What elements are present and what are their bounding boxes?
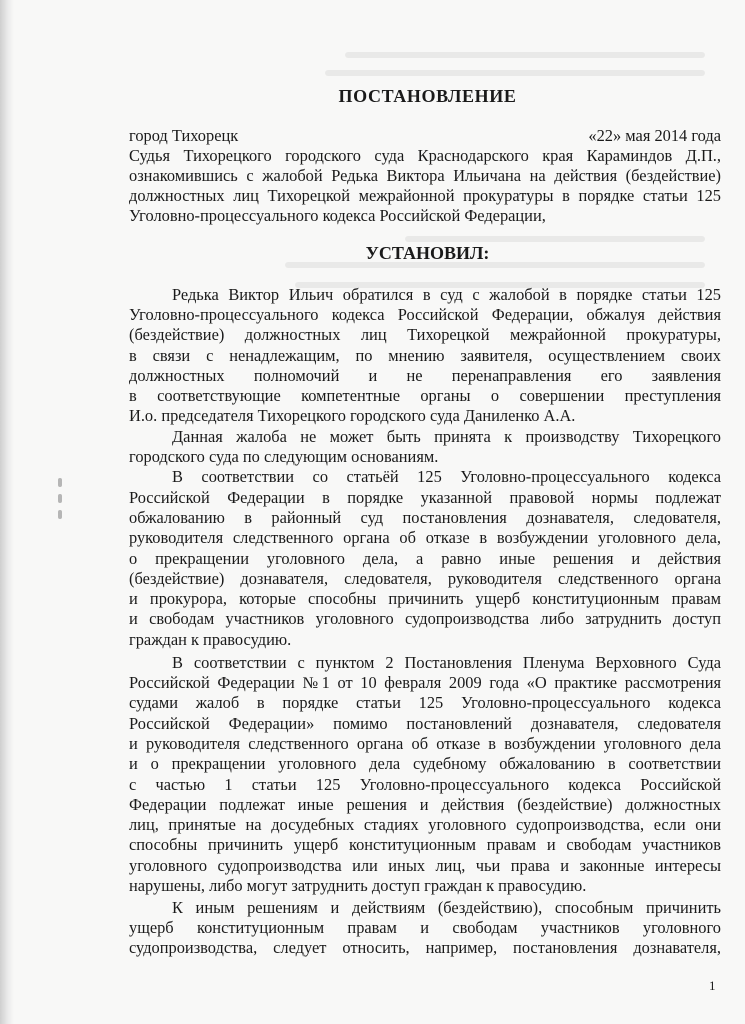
- body-line: (бездействие) дознавателя, следователя, руководителя следственного органа: [129, 569, 721, 588]
- page-number: 1: [709, 978, 716, 993]
- body-line: городского суда по следующим основаниям.: [129, 447, 439, 466]
- body-line: (бездействие) должностных лиц Тихорецкой межрайонной прокуратуры,: [129, 325, 721, 344]
- punch-mark: [58, 478, 62, 487]
- document-title: ПОСТАНОВЛЕНИЕ: [338, 86, 517, 106]
- body-line: и о прекращении уголовного дела судебному обжалованию в соответствии: [129, 754, 721, 773]
- body-line: и прокурора, которые способны причинить ущерб конституционным правам: [129, 589, 721, 608]
- body-line: Федерации подлежат иные решения и действия (бездействие) должностных: [129, 795, 721, 814]
- punch-mark: [58, 494, 62, 503]
- body-line: И.о. председателя Тихорецкого городского суда Даниленко А.А.: [129, 406, 576, 425]
- body-line: Российской Федерации №1 от 10 февраля 2009 года «О практике рассмотрения: [129, 673, 721, 692]
- body-line: Уголовно-процессуального кодекса Российской Федерации, обжалуя действия: [129, 305, 721, 324]
- body-line: В соответствии со статьёй 125 Уголовно-процессуального кодекса: [172, 467, 721, 486]
- body-line: в соответствующие компетентные органы о совершении преступления: [129, 386, 721, 405]
- bleed-through: [345, 52, 705, 58]
- body-line: о прекращении уголовного дела, а равно иные решения и действия: [129, 549, 721, 568]
- body-line: судами жалоб в порядке статьи 125 Уголовно-процессуального кодекса: [129, 693, 721, 712]
- body-line: Российской Федерации» помимо постановлений дознавателя, следователя: [129, 714, 721, 733]
- body-line: должностных полномочий и не перенаправления его заявления: [129, 366, 721, 385]
- body-line: Редька Виктор Ильич обратился в суд с жалобой в порядке статьи 125: [172, 285, 721, 304]
- city-date-row: [129, 126, 721, 145]
- body-line: К иным решениям и действиям (бездействию), способным причинить: [172, 898, 721, 917]
- body-line: В соответствии с пунктом 2 Постановления Пленума Верховного Суда: [172, 653, 721, 672]
- body-line: с частью 1 статьи 125 Уголовно-процессуального кодекса Российской: [129, 775, 721, 794]
- body-line: лиц, принятые на досудебных стадиях уголовного судопроизводства, если они: [129, 815, 721, 834]
- body-line: Данная жалоба не может быть принята к производству Тихорецкого: [172, 427, 721, 446]
- body-line: и руководителя следственного органа об отказе в возбуждении уголовного дела: [129, 734, 721, 753]
- body-line: Российской Федерации в порядке указанной правовой нормы подлежат: [129, 488, 721, 507]
- body-line: судопроизводства, следует относить, например, постановления дознавателя,: [129, 938, 721, 957]
- body-line: уголовного судопроизводства или иных лиц, чьи права и законные интересы: [129, 856, 721, 875]
- date: «22» мая 2014 года: [588, 126, 721, 145]
- intro-line: Уголовно-процессуального кодекса Российской Федерации,: [129, 206, 546, 225]
- bleed-through: [325, 70, 705, 76]
- intro-line: должностных лиц Тихорецкой межрайонной прокуратуры в порядке статьи 125: [129, 186, 721, 205]
- section-title: УСТАНОВИЛ:: [365, 243, 490, 263]
- body-line: способны причинить ущерб конституционным правам и свободам участников: [129, 835, 721, 854]
- body-line: ущерб конституционным правам и свободам участников уголовного: [129, 918, 721, 937]
- body-line: граждан к правосудию.: [129, 630, 292, 649]
- body-line: нарушены, либо могут затруднить доступ граждан к правосудию.: [129, 876, 587, 895]
- binding-shadow: [0, 0, 14, 1024]
- body-line: и свободам участников уголовного судопроизводства либо затруднить доступ: [129, 609, 721, 628]
- punch-mark: [58, 510, 62, 519]
- body-line: руководителя следственного органа об отказе в возбуждении уголовного дела,: [129, 528, 721, 547]
- city: город Тихорецк: [129, 126, 239, 145]
- bleed-through: [405, 236, 705, 242]
- body-line: обжалованию в районный суд постановления дознавателя, следователя,: [129, 508, 721, 527]
- intro-line: ознакомившись с жалобой Редька Виктора Ильичана на действия (бездействие): [129, 166, 721, 185]
- body-line: в связи с ненадлежащим, по мнению заявителя, осуществлением своих: [129, 346, 721, 365]
- intro-line: Судья Тихорецкого городского суда Краснодарского края Караминдов Д.П.,: [129, 146, 721, 165]
